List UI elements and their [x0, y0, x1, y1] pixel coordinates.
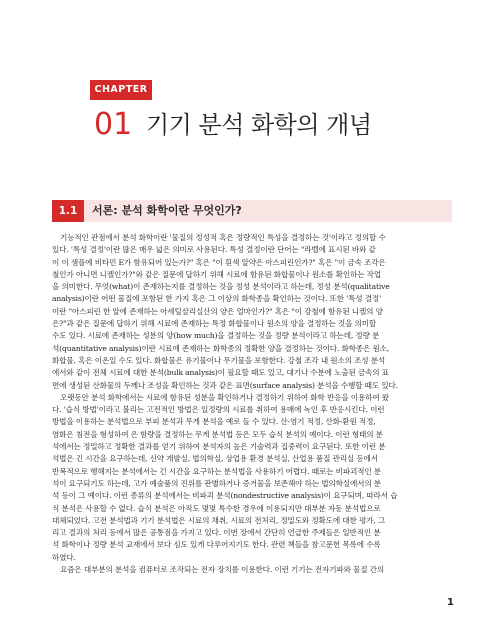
- body-line: 요즘은 대부분의 분석을 컴퓨터로 조작되는 전자 장치를 이용한다. 이런 기기는 전자기파와 물질 간의: [60, 565, 385, 575]
- chapter-title: 기기 분석 화학의 개념: [146, 111, 372, 139]
- body-line: 석 화학이나 정량 분석 교재에서 보다 심도 있게 다루어지기도 한다. 관련 책들을 참고문헌 목록에 수록: [52, 540, 381, 550]
- body-line: 을 의미한다. 무엇(what)이 존재하는지를 결정하는 것을 정성 분석이라고 하는데, 정성 분석(qualitative: [52, 282, 390, 292]
- body-line: 식 분석은 사용할 수 없다. 습식 분석은 아직도 몇몇 특수한 경우에 이용되지만 대부분 자동 분석법으로: [52, 503, 381, 513]
- body-line: 다. '습식 방법'이라고 불리는 고전적인 방법은 일정량의 시료를 취하여 용매에 녹인 후 반응시킨다. 이런: [52, 405, 385, 415]
- body-line: 하였다.: [52, 552, 76, 562]
- body-line: 이 이 샘플에 비타민 E가 함유되어 있는가?" 혹은 "이 흰색 알약은 아스피린인가?" 혹은 "이 금속 조각은: [52, 257, 386, 267]
- body-line: 은?"과 같은 질문에 답하기 위해 시료에 존재하는 특정 화합물이나 원소의 양을 결정하는 것을 의미할: [52, 319, 377, 329]
- section-title: 서론: 분석 화학이란 무엇인가?: [92, 204, 242, 217]
- body-line: 석 등이 그 예이다. 이런 종류의 분석에서는 비파괴 분석(nondestructive analysis)이 요구되며, 따라서 습: [52, 491, 398, 501]
- body-text: [52, 232, 454, 576]
- body-line: 있다. '특성 결정'이란 많은 매우 넓은 의미로 사용된다. 특성 결정이란 단어는 "라벨에 표시된 바와 같: [52, 245, 376, 255]
- body-line: 수도 있다. 시료에 존재하는 성분의 양(how much)을 결정하는 것을 정량 분석이라고 하는데, 정량 분: [52, 331, 380, 341]
- page-number: 1: [447, 597, 454, 608]
- body-line: 리고 결과의 처리 등에서 많은 공통점을 가지고 있다. 이번 장에서 간단히 언급한 주제들은 일반적인 분: [52, 528, 381, 538]
- body-line: 대체되었다. 고전 분석법과 기기 분석법은 시료의 채취, 시료의 전처리, 정밀도와 정확도에 대한 평가, 그: [52, 515, 386, 525]
- body-line: 에서와 같이 전체 시료에 대한 분석(bulk analysis)이 필요할 때도 있고, 대기나 수분에 노출된 금속의 표: [52, 368, 389, 378]
- body-line: 철인가 아니면 니켈인가?"와 같은 질문에 답하기 위해 시료에 함유된 화합물이나 원소를 확인하는 작업: [52, 269, 382, 279]
- body-line: 석이 요구되기도 하는데, 고가 예술품의 진위를 판별하거나 증거물을 보존해야 하는 법의학실에서의 분: [52, 478, 381, 488]
- body-line: 염화은 침전을 형성하여 은 함량을 결정하는 무게 분석법 등은 모두 습식 분석의 예이다. 이런 형태의 분: [52, 429, 383, 439]
- body-line: 오랫동안 분석 화학에서는 시료에 함유된 성분을 확인하거나 결정하기 위하여 화학 반응을 이용하여 왔: [60, 392, 389, 402]
- body-line: 이란 "아스피린 한 알에 존재하는 아세틸살리실산의 양은 얼마인가?" 혹은 "이 강철에 함유된 니켈의 양: [52, 306, 383, 316]
- body-line: analysis)이란 어떤 물질에 포함된 한 가지 혹은 그 이상의 화학종을 확인하는 것이다. 또한 '특성 결정': [52, 294, 382, 304]
- body-line: 면에 생성된 산화물의 두께나 조성을 확인하는 것과 같은 표면(surface analysis) 분석을 수행할 때도 있다.: [52, 380, 398, 390]
- body-line: 화합물, 혹은 이온일 수도 있다. 화합물은 유기물이나 무기물을 포함한다. 강철 조각 내 원소의 조성 분석: [52, 355, 386, 365]
- section-number: 1.1: [52, 200, 84, 222]
- chapter-label: CHAPTER: [90, 80, 152, 100]
- body-line: 석(quantitative analysis)이란 시료에 존재하는 화학종의 정확한 양을 결정하는 것이다. 화학종은 원소,: [52, 343, 390, 353]
- body-line: 석법은 긴 시간을 요구하는데, 신약 개발실, 법의학실, 상업용 환경 분석실, 산업용 품질 관리실 등에서: [52, 454, 378, 464]
- body-line: 기능적인 관점에서 분석 화학이란 '물질의 정성적 혹은 정량적인 특성을 결정하는 것'이라고 정의할 수: [60, 233, 386, 242]
- chapter-number: 01: [94, 107, 133, 142]
- body-line: 방법을 이용하는 분석법으로 부피 분석과 무게 분석을 예로 들 수 있다. 산-염기 적정, 산화-환원 적정,: [52, 417, 376, 427]
- body-line: 석에서는 정밀하고 정확한 결과를 얻기 위하여 분석자의 높은 기술력과 집중력이 요구된다. 또한 이런 분: [52, 442, 386, 452]
- body-line: 반복적으로 행해지는 분석에서는 긴 시간을 요구하는 분석법을 사용하기 어렵다. 때로는 비파괴적인 분: [52, 466, 381, 476]
